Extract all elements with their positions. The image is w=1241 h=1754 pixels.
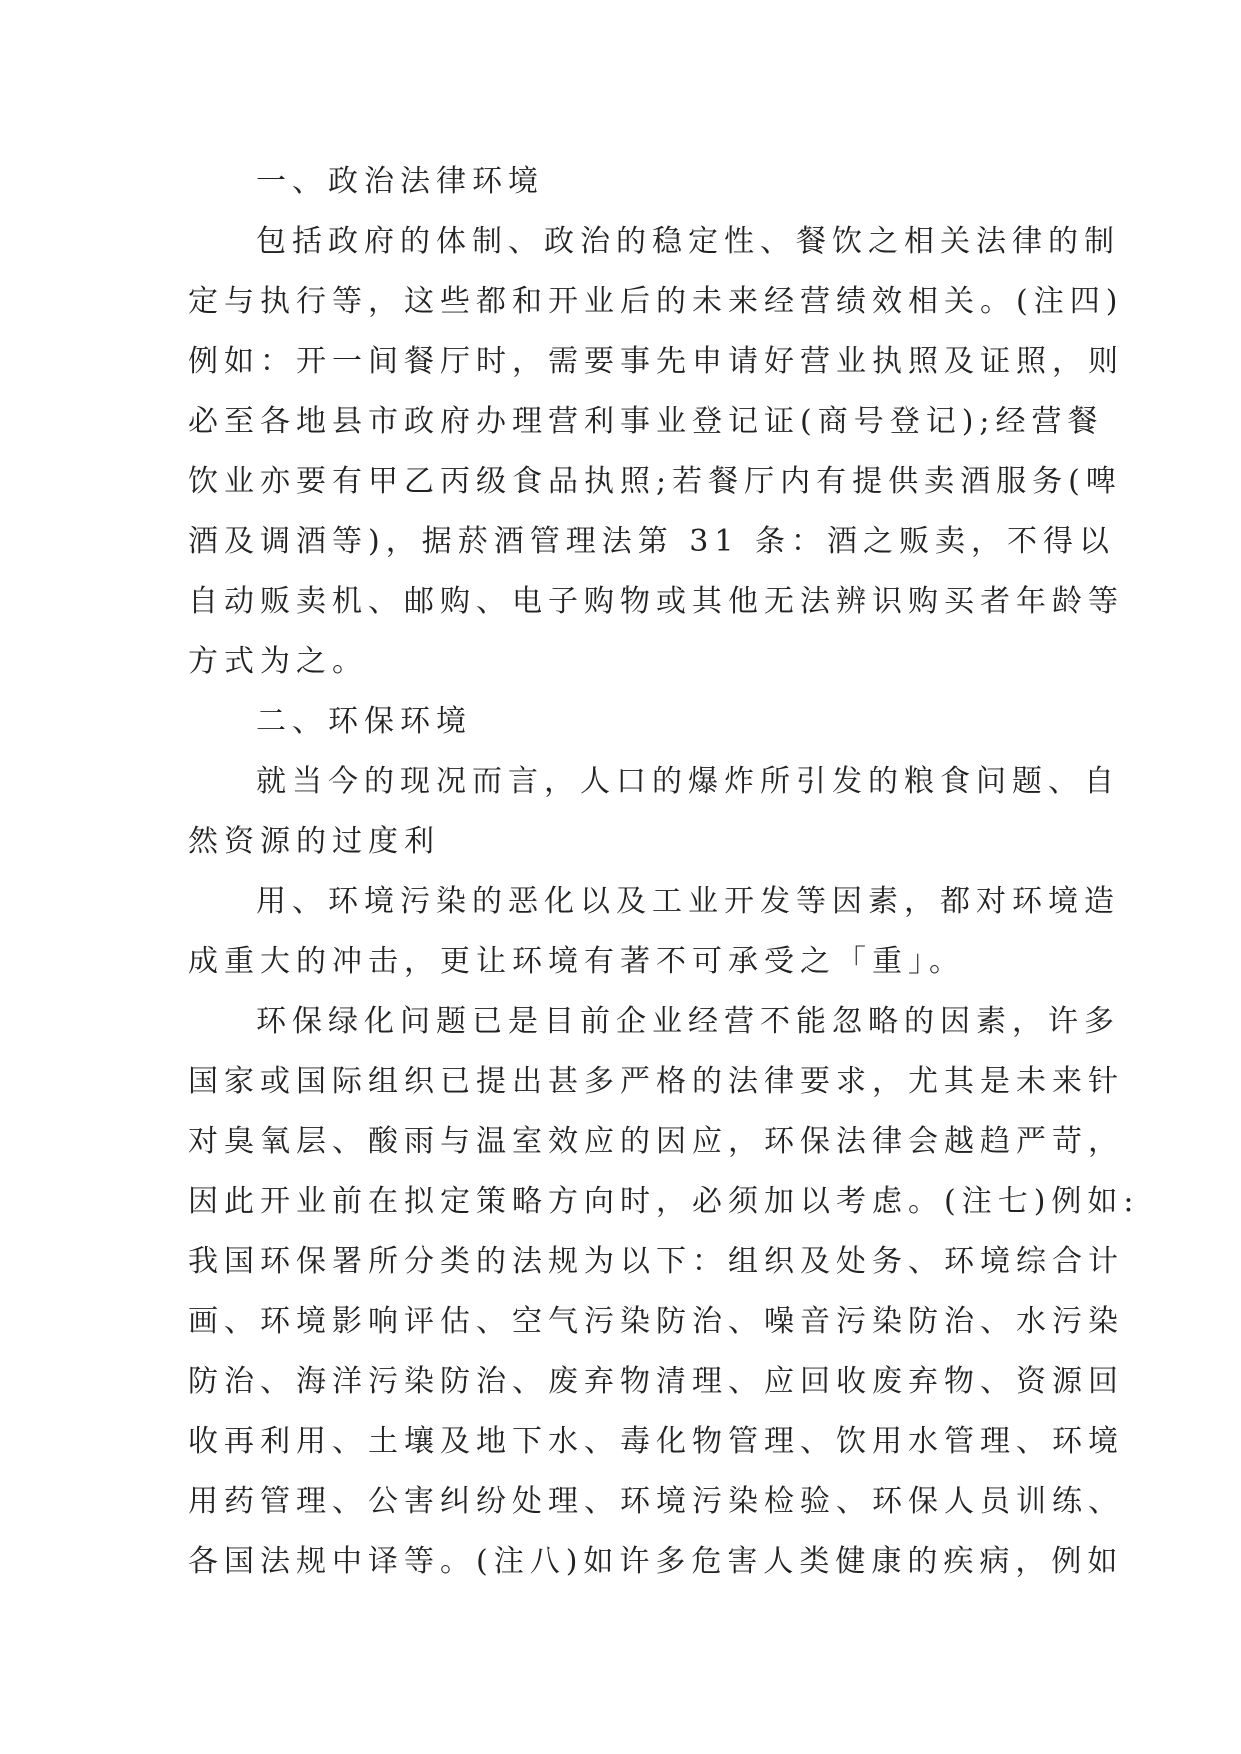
- paragraph-line: 因此开业前在拟定策略方向时，必须加以考虑。(注七)例如:: [188, 1184, 1140, 1219]
- paragraph-line: 就当今的现况而言，人口的爆炸所引发的粮食问题、自: [256, 764, 1120, 799]
- paragraph-line: 我国环保署所分类的法规为以下：组织及处务、环境综合计: [188, 1244, 1124, 1279]
- paragraph-line: 方式为之。: [188, 644, 368, 679]
- paragraph-line: 各国法规中译等。(注八)如许多危害人类健康的疾病，例如: [188, 1544, 1124, 1579]
- paragraph-line: 成重大的冲击，更让环境有著不可承受之「重」。: [188, 944, 965, 979]
- paragraph-line: 饮业亦要有甲乙丙级食品执照;若餐厅内有提供卖酒服务(啤: [188, 464, 1122, 499]
- paragraph-line: 酒及调酒等)，据菸酒管理法第 31 条：酒之贩卖，不得以: [188, 524, 1115, 559]
- paragraph-line: 自动贩卖机、邮购、电子购物或其他无法辨识购买者年龄等: [188, 584, 1124, 619]
- paragraph-line: 画、环境影响评估、空气污染防治、噪音污染防治、水污染: [188, 1304, 1124, 1339]
- paragraph-line: 防治、海洋污染防治、废弃物清理、应回收废弃物、资源回: [188, 1364, 1124, 1399]
- paragraph-line: 环保绿化问题已是目前企业经营不能忽略的因素，许多: [256, 1004, 1120, 1039]
- section-heading-environmental: 二、环保环境: [256, 704, 472, 739]
- section-heading-politics-law: 一、政治法律环境: [256, 164, 544, 199]
- paragraph-line: 对臭氧层、酸雨与温室效应的因应，环保法律会越趋严苛，: [188, 1124, 1124, 1159]
- paragraph-line: 然资源的过度利: [188, 824, 440, 859]
- paragraph-line: 收再利用、土壤及地下水、毒化物管理、饮用水管理、环境: [188, 1424, 1124, 1459]
- paragraph-line: 包括政府的体制、政治的稳定性、餐饮之相关法律的制: [256, 224, 1120, 259]
- paragraph-line: 国家或国际组织已提出甚多严格的法律要求，尤其是未来针: [188, 1064, 1124, 1099]
- paragraph-line: 定与执行等，这些都和开业后的未来经营绩效相关。(注四): [188, 284, 1124, 319]
- paragraph-line: 用药管理、公害纠纷处理、环境污染检验、环保人员训练、: [188, 1484, 1124, 1519]
- paragraph-line: 必至各地县市政府办理营利事业登记证(商号登记);经营餐: [188, 404, 1104, 439]
- paragraph-line: 用、环境污染的恶化以及工业开发等因素，都对环境造: [256, 884, 1120, 919]
- paragraph-line: 例如：开一间餐厅时，需要事先申请好营业执照及证照，则: [188, 344, 1124, 379]
